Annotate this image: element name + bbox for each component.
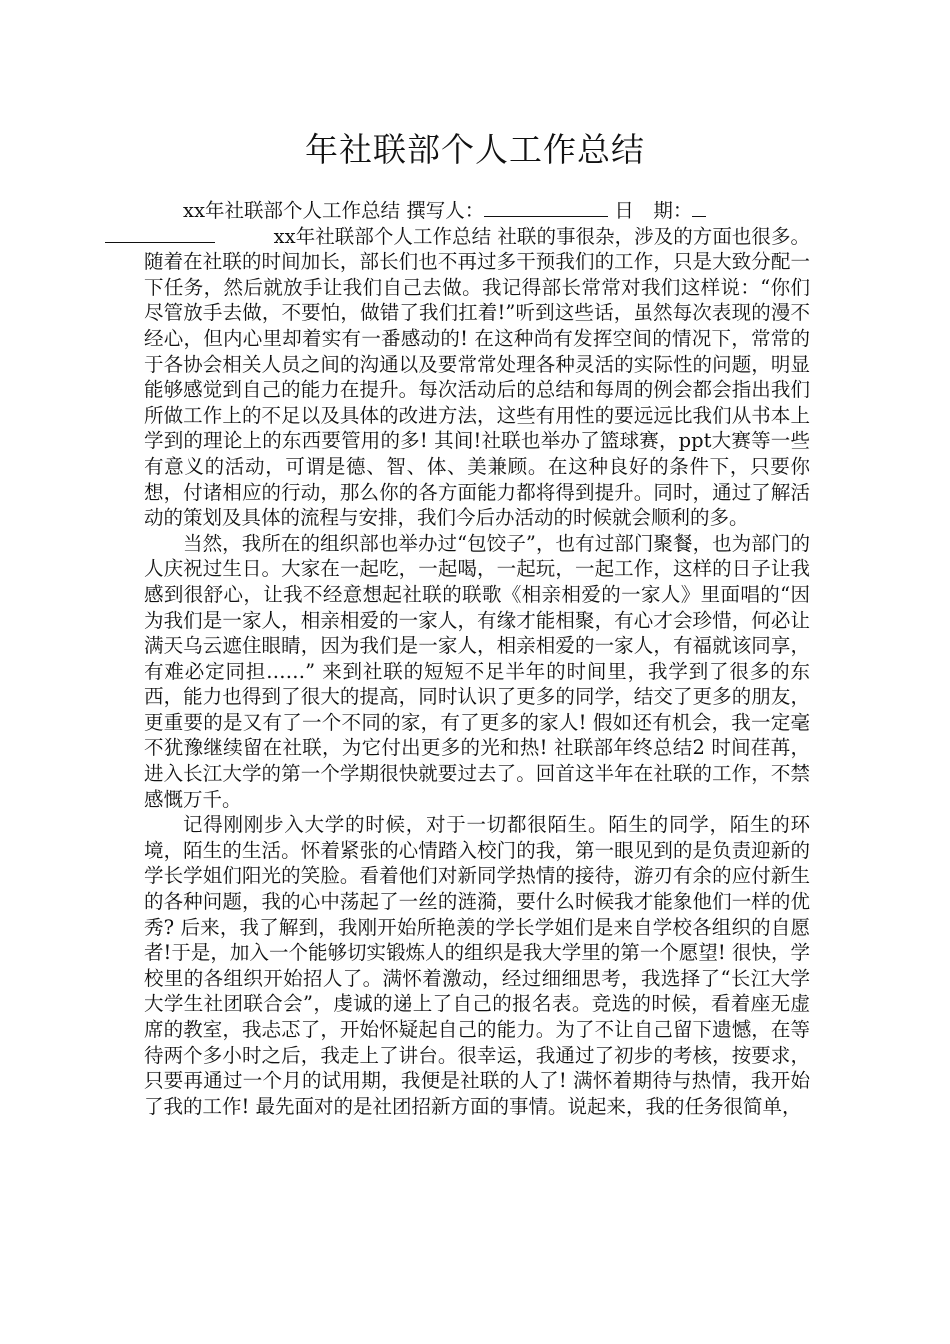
document-title: 年社联部个人工作总结 [305, 130, 645, 169]
paragraph-3: 记得刚刚步入大学的时候，对于一切都很陌生。陌生的同学，陌生的环境，陌生的生活。怀着紧张的心情踏入校门的我，第一眼见到的是负责迎新的学长学姐们阳光的笑脸。看着他们对新同学热情的接待，游刃有余的应付新生的各种问题，我的心中荡起了一丝的涟漪，要什么时候我才能象他们一样的优秀? 后来，我了解到，我刚开始所艳羡的学长学姐们是来自学校各组织的自愿者!于是，加入一个能够切实锻炼人的组织是我大学里的第一个愿望! 很快，学校里的各组织开始招人了。满怀着激动，经过细细思考，我选择了“长江大学大学生社团联合会”，虔诚的递上了自己的报名表。竞选的时候，看着座无虚席的教室，我忐忑了，开始怀疑起自己的能力。为了不让自己留下遗憾，在等待两个多小时之后，我走上了讲台。很幸运，我通过了初步的考核，按要求，只要再通过一个月的试用期，我便是社联的人了! 满怀着期待与热情，我开始了我的工作! 最先面对的是社团招新方面的事情。说起来，我的任务很简单， [144, 813, 810, 1118]
date-blank [692, 198, 706, 217]
document-body [144, 198, 810, 1119]
paragraph-1 [144, 198, 810, 531]
author-blank [484, 198, 608, 217]
date-label: 日 期： [614, 199, 693, 222]
paragraph-2: 当然，我所在的组织部也举办过“包饺子”，也有过部门聚餐，也为部门的人庆祝过生日。大家在一起吃，一起喝，一起玩，一起工作，这样的日子让我感到很舒心，让我不经意想起社联的联歌《相亲相爱的一家人》里面唱的“因为我们是一家人，相亲相爱的一家人，有缘才能相聚，有心才会珍惜，何必让满天乌云遮住眼睛，因为我们是一家人，相亲相爱的一家人，有福就该同享，有难必定同担……” 来到社联的短短不足半年的时间里，我学到了很多的东西，能力也得到了很大的提高，同时认识了更多的同学，结交了更多的朋友，更重要的是又有了一个不同的家，有了更多的家人! 假如还有机会，我一定毫不犹豫继续留在社联，为它付出更多的光和热! 社联部年终总结2 时间荏苒，进入长江大学的第一个学期很快就要过去了。回首这半年在社联的工作，不禁感慨万千。 [144, 531, 810, 811]
header-repeat-name: xx年社联部个人工作总结 [273, 224, 492, 248]
date-blank-continued [105, 224, 215, 243]
header-doc-name: xx年社联部个人工作总结 [183, 199, 400, 222]
author-label: 撰写人： [406, 199, 485, 222]
paragraph-1-text: 社联的事很杂，涉及的方面也很多。随着在社联的时间加长，部长们也不再过多干预我们的工作，只是大致分配一下任务，然后就放手让我们自己去做。我记得部长常常对我们这样说：“你们尽管放手去做，不要怕，做错了我们扛着!”听到这些话，虽然每次表现的漫不经心，但内心里却着实有一番感动的! 在这种尚有发挥空间的情况下，常常的于各协会相关人员之间的沟通以及要常常处理各种灵活的实际性的问题，明显能够感觉到自己的能力在提升。每次活动后的总结和每周的例会都会指出我们所做工作上的不足以及具体的改进方法，这些有用性的要远远比我们从书本上学到的理论上的东西要管用的多! 其间!社联也举办了篮球赛，ppt大赛等一些有意义的活动，可谓是德、智、体、美兼顾。在这种良好的条件下，只要你想，付诸相应的行动，那么你的各方面能力都将得到提升。同时，通过了解活动的策划及具体的流程与安排，我们今后办活动的时候就会顺利的多。 [144, 224, 810, 530]
